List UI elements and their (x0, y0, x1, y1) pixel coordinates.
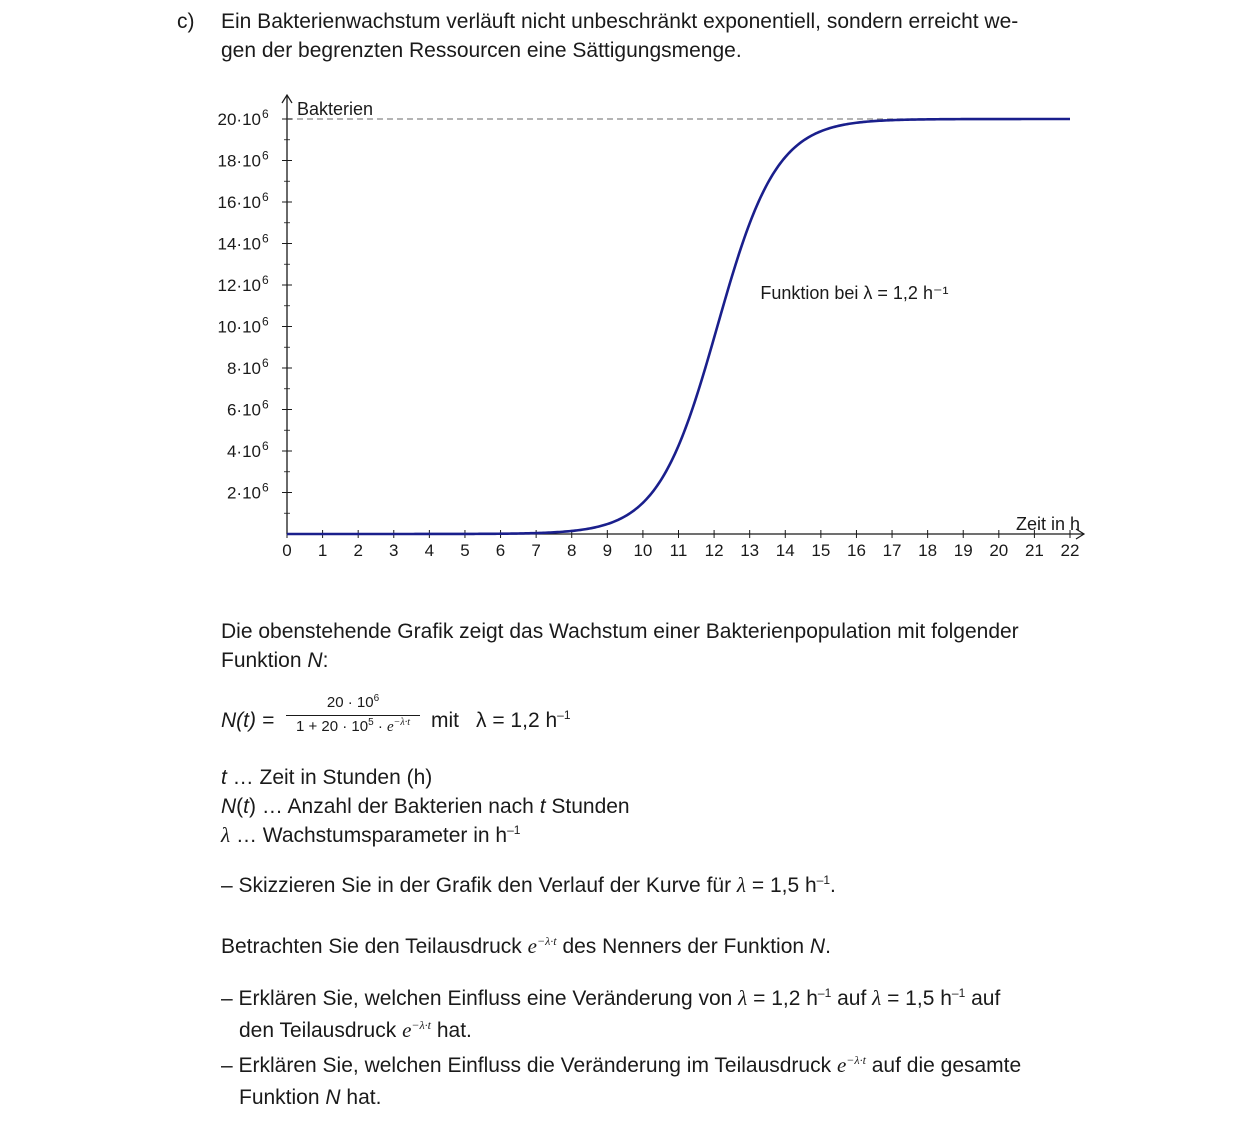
x-tick-label: 1 (317, 541, 328, 560)
definition-N (221, 792, 630, 821)
y-tick-label: 4·10 (226, 442, 261, 461)
def-N-paren: ( (236, 795, 244, 818)
y-tick-label: 16·10 (217, 193, 261, 212)
task-explain-function (221, 1051, 1021, 1112)
x-tick-label: 9 (602, 541, 613, 560)
y-tick-exponent: 6 (262, 190, 269, 204)
y-tick-exponent: 6 (262, 107, 269, 121)
task3-pre: – Erklären Sie, welchen Einfluss die Veränderung im Teilausdruck (221, 1054, 837, 1077)
formula-denominator (286, 718, 420, 736)
task-sketch (221, 871, 836, 900)
def-lambda-text: … Wachstumsparameter in h (230, 824, 508, 847)
lambda-eq: λ = 1,2 h (476, 709, 558, 732)
task2-end: hat. (431, 1019, 472, 1042)
intro-text (221, 7, 1018, 65)
task3-line-1 (221, 1051, 1021, 1080)
task1-value: = 1,5 h (746, 874, 817, 897)
task3-end: auf die gesamte (865, 1054, 1022, 1077)
consider-end: . (825, 935, 831, 958)
task2-auf-2: auf (965, 987, 1001, 1010)
y-tick-label: 14·10 (217, 234, 261, 254)
task2-exp-2: –1 (951, 986, 966, 1000)
definition-lambda (221, 821, 630, 850)
y-axis-label: Bakterien (297, 99, 374, 119)
formula-lhs-text: N(t) = (221, 709, 275, 732)
task2-e: e (402, 1018, 412, 1042)
x-tick-label: 11 (669, 541, 688, 560)
x-tick-label: 22 (1060, 541, 1080, 560)
description-line-2 (221, 646, 1019, 675)
description-text: Funktion (221, 649, 308, 672)
task-label: c) (177, 10, 195, 33)
denominator-exponent: 5 (368, 717, 374, 728)
growth-curve-line (287, 119, 1070, 534)
task3-line2-pre: Funktion (239, 1086, 326, 1109)
consider-N: N (809, 935, 826, 958)
denominator-dot: · (373, 718, 387, 735)
consider-mid: des Nenners der Funktion (556, 935, 810, 958)
fraction-bar (286, 715, 420, 716)
consider-exponent: −λ·t (536, 934, 557, 948)
def-lambda-var: λ (221, 823, 231, 847)
x-tick-label: 7 (531, 541, 541, 560)
def-N-var: N (221, 795, 237, 818)
intro-line-1: Ein Bakterienwachstum verläuft nicht unbeschränkt exponentiell, sondern erreicht we- (221, 10, 1019, 33)
bacteria-growth-chart (200, 85, 1100, 565)
task3-e-exponent: −λ·t (846, 1053, 866, 1067)
y-tick-exponent: 6 (262, 356, 269, 370)
description-paragraph (221, 617, 1019, 675)
lambda-exponent: –1 (557, 708, 571, 722)
consider-e: e (527, 934, 537, 958)
formula-mit: mit (431, 709, 459, 732)
task1-text: – Skizzieren Sie in der Grafik den Verlauf der Kurve für (221, 874, 737, 897)
y-tick-label: 20·10 (217, 110, 261, 129)
x-tick-label: 15 (811, 541, 831, 560)
task3-N: N (325, 1086, 341, 1109)
consider-text (221, 932, 831, 961)
task3-e: e (836, 1053, 847, 1077)
task1-end: . (830, 874, 836, 897)
x-tick-label: 3 (389, 541, 399, 560)
x-tick-label: 5 (460, 541, 470, 560)
y-tick-exponent: 6 (262, 148, 269, 163)
task2-line-2 (221, 1016, 1000, 1045)
denominator-text: 1 + 20 · 10 (295, 718, 369, 735)
colon: : (322, 649, 329, 672)
intro-line-2: gen der begrenzten Ressourcen eine Sättigungsmenge. (221, 39, 742, 62)
task2-value-2: = 1,5 h (881, 987, 952, 1010)
task2-line-1 (221, 984, 1000, 1013)
task3-line2-end: hat. (340, 1086, 382, 1109)
formula-numerator (286, 694, 420, 712)
x-tick-label: 14 (775, 541, 795, 560)
x-tick-label: 17 (882, 541, 902, 560)
y-tick-label: 12·10 (217, 276, 261, 295)
def-t-text: … Zeit in Stunden (h) (226, 766, 433, 789)
denominator-e: e (387, 719, 394, 735)
task2-pre: – Erklären Sie, welchen Einfluss eine Veränderung von (221, 987, 739, 1010)
def-t-var: t (221, 766, 227, 789)
numerator-exponent: 6 (373, 693, 380, 704)
y-tick-exponent: 6 (262, 273, 269, 287)
task-explain-lambda (221, 984, 1000, 1045)
task2-e-exponent: −λ·t (411, 1018, 432, 1032)
task2-lambda-1: λ (738, 986, 748, 1010)
x-tick-label: 0 (282, 541, 292, 560)
x-tick-label: 13 (740, 541, 760, 560)
y-tick-label: 2·10 (226, 483, 261, 503)
y-tick-label: 6·10 (226, 400, 261, 420)
def-N-t: t (243, 795, 250, 818)
def-N-end: Stunden (545, 795, 630, 818)
def-N-t2: t (539, 795, 546, 818)
curve-label: Funktion bei λ = 1,2 h⁻¹ (760, 283, 949, 303)
task2-lambda-2: λ (872, 986, 882, 1010)
y-tick-label: 10·10 (217, 317, 261, 337)
x-tick-label: 10 (633, 541, 653, 560)
y-tick-exponent: 6 (262, 314, 269, 329)
y-tick-label: 8·10 (226, 359, 261, 378)
numerator-text: 20 · 10 (326, 694, 374, 711)
x-tick-label: 21 (1024, 541, 1044, 560)
definition-t (221, 763, 630, 792)
formula-lhs (221, 706, 274, 735)
x-tick-label: 12 (704, 541, 724, 560)
formula-fraction (286, 694, 420, 736)
task2-exp-1: –1 (817, 986, 832, 1000)
x-tick-label: 20 (989, 541, 1009, 560)
task2-value-1: = 1,2 h (747, 987, 818, 1010)
x-tick-label: 16 (846, 541, 866, 560)
y-tick-exponent: 6 (262, 231, 269, 246)
task2-line2-pre: den Teilausdruck (239, 1019, 403, 1042)
x-tick-label: 4 (424, 541, 435, 560)
y-tick-exponent: 6 (262, 397, 269, 412)
y-tick-label: 18·10 (217, 151, 261, 171)
y-tick-exponent: 6 (262, 439, 269, 453)
definitions (221, 763, 630, 850)
task1-exponent: –1 (816, 873, 831, 887)
x-axis-label: Zeit in h (1015, 514, 1080, 534)
x-tick-label: 19 (953, 541, 973, 560)
denominator-e-exponent: −λ·t (393, 717, 411, 728)
x-tick-label: 2 (353, 541, 363, 560)
x-tick-label: 6 (495, 541, 506, 560)
formula-lambda (476, 706, 571, 735)
task1-lambda: λ (736, 873, 747, 897)
task2-auf: auf (831, 987, 873, 1010)
def-N-text: ) … Anzahl der Bakterien nach (249, 795, 540, 818)
function-name: N (307, 649, 323, 672)
def-lambda-exponent: –1 (507, 823, 521, 837)
x-tick-label: 18 (918, 541, 938, 560)
consider-pre: Betrachten Sie den Teilausdruck (221, 935, 528, 958)
description-line-1: Die obenstehende Grafik zeigt das Wachstum einer Bakterienpopulation mit folgender (221, 620, 1019, 643)
task3-line-2 (221, 1083, 1021, 1112)
x-tick-label: 8 (566, 541, 577, 560)
y-tick-exponent: 6 (262, 480, 269, 495)
